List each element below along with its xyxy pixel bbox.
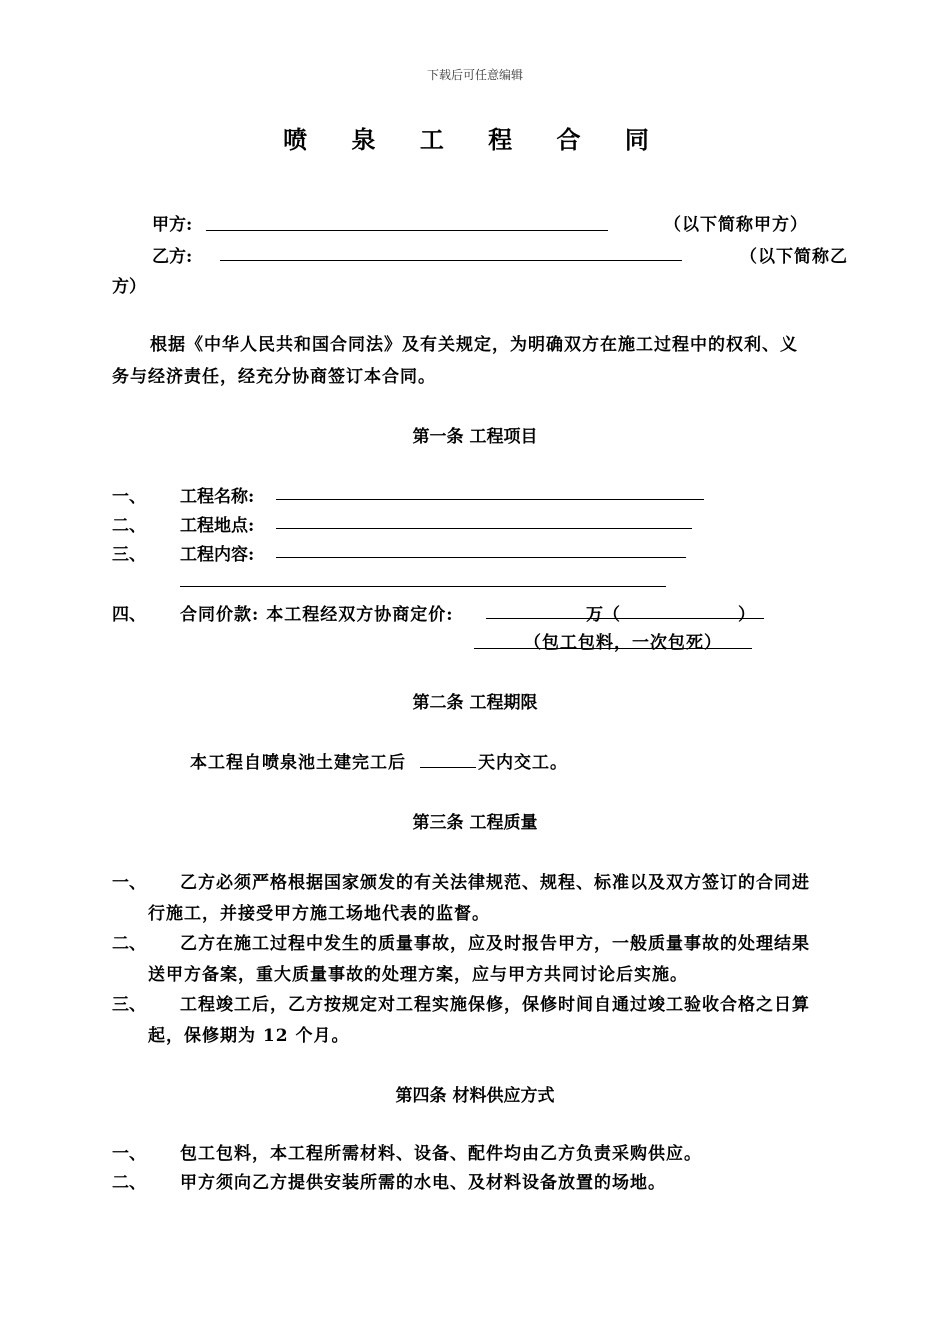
item-number: 一、 (112, 1144, 146, 1164)
quality-clause-3-line-1: 工程竣工后，乙方按规定对工程实施保修，保修时间自通过竣工验收合格之日算 (180, 995, 810, 1015)
quality-clause-1-line-2: 行施工，并接受甲方施工场地代表的监督。 (148, 904, 490, 924)
intro-line-2: 务与经济责任，经充分协商签订本合同。 (112, 367, 436, 387)
page-title: 喷 泉 工 程 合 同 (283, 125, 667, 154)
party-a-suffix: （以下简称甲方） (664, 215, 808, 235)
project-content-label: 工程内容: (180, 545, 255, 565)
quality-clause-2-line-2: 送甲方备案，重大质量事故的处理方案，应与甲方共同讨论后实施。 (148, 965, 688, 985)
intro-line-1: 根据《中华人民共和国合同法》及有关规定，为明确双方在施工过程中的权利、义 (150, 335, 798, 355)
party-b-blank (220, 260, 682, 261)
supply-clause-1: 包工包料，本工程所需材料、设备、配件均由乙方负责采购供应。 (180, 1144, 702, 1164)
project-name-blank (276, 499, 704, 500)
party-b-label: 乙方: (152, 247, 193, 267)
article-4-heading: 第四条 材料供应方式 (395, 1086, 555, 1106)
item-number: 三、 (112, 545, 146, 565)
term-text-before: 本工程自喷泉池土建完工后 (190, 753, 406, 773)
item-number: 一、 (112, 873, 146, 893)
project-content-blank (276, 557, 686, 558)
party-b-suffix: （以下简称乙 (740, 247, 848, 267)
price-note: （包工包料，一次包死） (524, 633, 722, 653)
item-number: 二、 (112, 516, 146, 536)
contract-price-blank (486, 618, 764, 619)
quality-clause-1-line-1: 乙方必须严格根据国家颁发的有关法律规范、规程、标准以及双方签订的合同进 (180, 873, 810, 893)
article-2-heading: 第二条 工程期限 (412, 693, 538, 713)
project-content-blank-2 (180, 586, 666, 587)
item-number: 四、 (112, 605, 146, 625)
contract-price-label: 合同价款: 本工程经双方协商定价: (180, 605, 454, 625)
project-name-label: 工程名称: (180, 487, 255, 507)
item-number: 一、 (112, 487, 146, 507)
item-number: 二、 (112, 934, 146, 954)
header-note: 下载后可任意编辑 (426, 68, 523, 82)
item-number: 二、 (112, 1173, 146, 1193)
party-b-suffix-cont: 方） (112, 277, 146, 297)
item-number: 三、 (112, 995, 146, 1015)
days-blank (420, 767, 476, 768)
article-3-heading: 第三条 工程质量 (412, 813, 538, 833)
party-a-label: 甲方: (152, 215, 193, 235)
article-1-heading: 第一条 工程项目 (412, 427, 538, 447)
project-location-label: 工程地点: (180, 516, 255, 536)
supply-clause-2: 甲方须向乙方提供安装所需的水电、及材料设备放置的场地。 (180, 1173, 666, 1193)
quality-clause-2-line-1: 乙方在施工过程中发生的质量事故，应及时报告甲方，一般质量事故的处理结果 (180, 934, 810, 954)
party-a-blank (206, 230, 608, 231)
project-location-blank (276, 528, 692, 529)
price-unit: 万（ (586, 605, 620, 625)
price-close: ） (738, 605, 755, 625)
term-text-after: 天内交工。 (478, 753, 568, 773)
quality-clause-3-line-2: 起，保修期为 12 个月。 (148, 1026, 350, 1046)
